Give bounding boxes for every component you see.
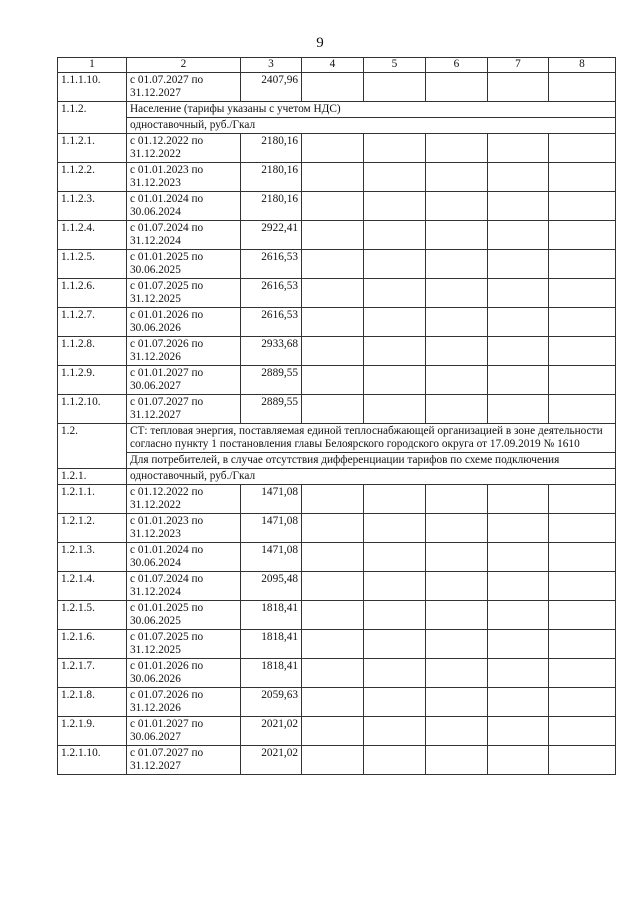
row-price: 2180,16 <box>241 192 302 221</box>
empty-cell-col5 <box>364 163 426 192</box>
empty-cell-col5 <box>364 250 426 279</box>
row-period: с 01.12.2022 по 31.12.2022 <box>127 485 241 514</box>
empty-cell-col7 <box>488 601 549 630</box>
empty-cell-col5 <box>364 366 426 395</box>
row-price: 1818,41 <box>241 601 302 630</box>
row-period: с 01.07.2024 по 31.12.2024 <box>127 221 241 250</box>
column-header: 1 <box>58 58 127 73</box>
row-price: 2933,68 <box>241 337 302 366</box>
row-period: с 01.01.2025 по 30.06.2025 <box>127 250 241 279</box>
column-header: 5 <box>364 58 426 73</box>
column-header: 4 <box>302 58 364 73</box>
empty-cell-col8 <box>549 279 616 308</box>
empty-cell-col8 <box>549 163 616 192</box>
row-code: 1.1.2.8. <box>58 337 127 366</box>
empty-cell-col5 <box>364 485 426 514</box>
empty-cell-col5 <box>364 395 426 424</box>
row-period: с 01.07.2026 по 31.12.2026 <box>127 688 241 717</box>
row-code: 1.1.2.9. <box>58 366 127 395</box>
group-title: СТ: тепловая энергия, поставляемая единой теплоснабжающей организацией в зоне деятельности согласно пункту 1 постановления главы Белоярского городского округа от 17.09.2019 № 1610 <box>127 424 616 453</box>
row-code: 1.1.2.3. <box>58 192 127 221</box>
row-code: 1.1.2.10. <box>58 395 127 424</box>
empty-cell-col6 <box>426 163 488 192</box>
empty-cell-col7 <box>488 308 549 337</box>
group-header-row <box>58 102 616 118</box>
row-price: 2407,96 <box>241 73 302 102</box>
empty-cell-col5 <box>364 746 426 775</box>
empty-cell-col8 <box>549 366 616 395</box>
group-title: одноставочный, руб./Гкал <box>127 118 616 134</box>
table-row <box>58 308 616 337</box>
group-code: 1.1.2. <box>58 102 127 134</box>
empty-cell-col8 <box>549 717 616 746</box>
empty-cell-col7 <box>488 73 549 102</box>
row-code: 1.1.1.10. <box>58 73 127 102</box>
empty-cell-col8 <box>549 73 616 102</box>
empty-cell-col6 <box>426 395 488 424</box>
empty-cell-col7 <box>488 221 549 250</box>
empty-cell-col5 <box>364 630 426 659</box>
table-row <box>58 163 616 192</box>
row-price: 2180,16 <box>241 163 302 192</box>
group-title: одноставочный, руб./Гкал <box>127 469 616 485</box>
group-header-row <box>58 424 616 453</box>
empty-cell-col7 <box>488 659 549 688</box>
empty-cell-col4 <box>302 366 364 395</box>
empty-cell-col6 <box>426 308 488 337</box>
table-row <box>58 250 616 279</box>
row-period: с 01.07.2025 по 31.12.2025 <box>127 279 241 308</box>
row-price: 2021,02 <box>241 746 302 775</box>
empty-cell-col7 <box>488 366 549 395</box>
row-code: 1.2.1.7. <box>58 659 127 688</box>
column-header: 8 <box>549 58 616 73</box>
column-header: 7 <box>488 58 549 73</box>
row-code: 1.1.2.7. <box>58 308 127 337</box>
row-code: 1.2.1.2. <box>58 514 127 543</box>
empty-cell-col4 <box>302 601 364 630</box>
row-period: с 01.12.2022 по 31.12.2022 <box>127 134 241 163</box>
empty-cell-col4 <box>302 543 364 572</box>
row-period: с 01.07.2027 по 31.12.2027 <box>127 395 241 424</box>
empty-cell-col7 <box>488 395 549 424</box>
empty-cell-col6 <box>426 221 488 250</box>
empty-cell-col8 <box>549 308 616 337</box>
empty-cell-col4 <box>302 308 364 337</box>
empty-cell-col6 <box>426 746 488 775</box>
row-price: 2889,55 <box>241 366 302 395</box>
empty-cell-col8 <box>549 514 616 543</box>
row-code: 1.1.2.6. <box>58 279 127 308</box>
empty-cell-col6 <box>426 659 488 688</box>
empty-cell-col6 <box>426 73 488 102</box>
table-row <box>58 746 616 775</box>
empty-cell-col4 <box>302 659 364 688</box>
empty-cell-col6 <box>426 688 488 717</box>
empty-cell-col8 <box>549 746 616 775</box>
empty-cell-col6 <box>426 485 488 514</box>
empty-cell-col5 <box>364 308 426 337</box>
empty-cell-col8 <box>549 659 616 688</box>
table-row <box>58 543 616 572</box>
empty-cell-col8 <box>549 688 616 717</box>
empty-cell-col7 <box>488 543 549 572</box>
table-row <box>58 485 616 514</box>
empty-cell-col6 <box>426 279 488 308</box>
empty-cell-col7 <box>488 572 549 601</box>
empty-cell-col7 <box>488 279 549 308</box>
row-code: 1.2.1.6. <box>58 630 127 659</box>
empty-cell-col6 <box>426 717 488 746</box>
table-row <box>58 717 616 746</box>
row-price: 1471,08 <box>241 514 302 543</box>
empty-cell-col5 <box>364 192 426 221</box>
empty-cell-col4 <box>302 163 364 192</box>
table-row <box>58 366 616 395</box>
row-price: 2922,41 <box>241 221 302 250</box>
row-code: 1.2.1.5. <box>58 601 127 630</box>
row-code: 1.2.1.8. <box>58 688 127 717</box>
row-code: 1.2.1.9. <box>58 717 127 746</box>
row-period: с 01.01.2026 по 30.06.2026 <box>127 308 241 337</box>
row-period: с 01.01.2026 по 30.06.2026 <box>127 659 241 688</box>
empty-cell-col8 <box>549 485 616 514</box>
table-row <box>58 572 616 601</box>
empty-cell-col4 <box>302 250 364 279</box>
empty-cell-col5 <box>364 221 426 250</box>
empty-cell-col6 <box>426 601 488 630</box>
empty-cell-col5 <box>364 337 426 366</box>
group-code: 1.2. <box>58 424 127 469</box>
empty-cell-col4 <box>302 572 364 601</box>
row-period: с 01.07.2027 по 31.12.2027 <box>127 73 241 102</box>
row-price: 1818,41 <box>241 630 302 659</box>
row-price: 2616,53 <box>241 308 302 337</box>
empty-cell-col7 <box>488 250 549 279</box>
tariff-table <box>57 57 616 775</box>
empty-cell-col4 <box>302 514 364 543</box>
empty-cell-col6 <box>426 514 488 543</box>
empty-cell-col8 <box>549 221 616 250</box>
empty-cell-col4 <box>302 746 364 775</box>
empty-cell-col7 <box>488 192 549 221</box>
row-price: 1471,08 <box>241 543 302 572</box>
empty-cell-col5 <box>364 601 426 630</box>
group-header-row <box>58 453 616 469</box>
group-header-row <box>58 469 616 485</box>
empty-cell-col4 <box>302 279 364 308</box>
table-row <box>58 337 616 366</box>
table-row <box>58 192 616 221</box>
row-period: с 01.07.2027 по 31.12.2027 <box>127 746 241 775</box>
row-price: 2059,63 <box>241 688 302 717</box>
row-price: 2616,53 <box>241 250 302 279</box>
row-code: 1.1.2.1. <box>58 134 127 163</box>
table-row <box>58 688 616 717</box>
table-row <box>58 659 616 688</box>
empty-cell-col8 <box>549 572 616 601</box>
row-price: 2180,16 <box>241 134 302 163</box>
row-price: 2889,55 <box>241 395 302 424</box>
empty-cell-col4 <box>302 630 364 659</box>
row-period: с 01.01.2025 по 30.06.2025 <box>127 601 241 630</box>
table-row <box>58 279 616 308</box>
table-row <box>58 395 616 424</box>
empty-cell-col7 <box>488 717 549 746</box>
column-header: 3 <box>241 58 302 73</box>
row-period: с 01.07.2025 по 31.12.2025 <box>127 630 241 659</box>
empty-cell-col7 <box>488 746 549 775</box>
group-code: 1.2.1. <box>58 469 127 485</box>
group-title: Население (тарифы указаны с учетом НДС) <box>127 102 616 118</box>
row-period: с 01.01.2024 по 30.06.2024 <box>127 543 241 572</box>
empty-cell-col7 <box>488 134 549 163</box>
empty-cell-col6 <box>426 543 488 572</box>
empty-cell-col7 <box>488 485 549 514</box>
empty-cell-col5 <box>364 543 426 572</box>
empty-cell-col4 <box>302 688 364 717</box>
row-period: с 01.01.2027 по 30.06.2027 <box>127 366 241 395</box>
row-code: 1.2.1.3. <box>58 543 127 572</box>
header-row <box>58 58 616 73</box>
empty-cell-col5 <box>364 688 426 717</box>
empty-cell-col8 <box>549 134 616 163</box>
empty-cell-col5 <box>364 717 426 746</box>
empty-cell-col4 <box>302 73 364 102</box>
empty-cell-col6 <box>426 250 488 279</box>
empty-cell-col4 <box>302 485 364 514</box>
table-body <box>58 58 616 775</box>
empty-cell-col5 <box>364 73 426 102</box>
empty-cell-col7 <box>488 514 549 543</box>
empty-cell-col6 <box>426 134 488 163</box>
empty-cell-col8 <box>549 601 616 630</box>
row-code: 1.2.1.1. <box>58 485 127 514</box>
table-row <box>58 601 616 630</box>
empty-cell-col5 <box>364 279 426 308</box>
row-period: с 01.07.2026 по 31.12.2026 <box>127 337 241 366</box>
empty-cell-col6 <box>426 366 488 395</box>
empty-cell-col7 <box>488 337 549 366</box>
empty-cell-col6 <box>426 572 488 601</box>
group-header-row <box>58 118 616 134</box>
empty-cell-col6 <box>426 630 488 659</box>
table-row <box>58 630 616 659</box>
empty-cell-col4 <box>302 717 364 746</box>
empty-cell-col5 <box>364 572 426 601</box>
empty-cell-col7 <box>488 163 549 192</box>
row-code: 1.1.2.2. <box>58 163 127 192</box>
empty-cell-col6 <box>426 337 488 366</box>
empty-cell-col7 <box>488 688 549 717</box>
row-code: 1.2.1.10. <box>58 746 127 775</box>
empty-cell-col4 <box>302 337 364 366</box>
empty-cell-col5 <box>364 659 426 688</box>
row-code: 1.1.2.4. <box>58 221 127 250</box>
group-title: Для потребителей, в случае отсутствия дифференциации тарифов по схеме подключения <box>127 453 616 469</box>
empty-cell-col4 <box>302 221 364 250</box>
empty-cell-col7 <box>488 630 549 659</box>
empty-cell-col5 <box>364 134 426 163</box>
table-row <box>58 134 616 163</box>
empty-cell-col8 <box>549 395 616 424</box>
row-period: с 01.01.2023 по 31.12.2023 <box>127 514 241 543</box>
row-price: 2616,53 <box>241 279 302 308</box>
empty-cell-col4 <box>302 192 364 221</box>
row-code: 1.1.2.5. <box>58 250 127 279</box>
table-row <box>58 221 616 250</box>
column-header: 2 <box>127 58 241 73</box>
empty-cell-col8 <box>549 543 616 572</box>
row-period: с 01.01.2024 по 30.06.2024 <box>127 192 241 221</box>
row-period: с 01.01.2027 по 30.06.2027 <box>127 717 241 746</box>
empty-cell-col4 <box>302 134 364 163</box>
empty-cell-col8 <box>549 250 616 279</box>
empty-cell-col5 <box>364 514 426 543</box>
table-row <box>58 514 616 543</box>
row-price: 2095,48 <box>241 572 302 601</box>
empty-cell-col6 <box>426 192 488 221</box>
empty-cell-col4 <box>302 395 364 424</box>
page-number: 9 <box>316 35 324 51</box>
row-period: с 01.01.2023 по 31.12.2023 <box>127 163 241 192</box>
row-price: 2021,02 <box>241 717 302 746</box>
table-row <box>58 73 616 102</box>
row-code: 1.2.1.4. <box>58 572 127 601</box>
column-header: 6 <box>426 58 488 73</box>
row-price: 1471,08 <box>241 485 302 514</box>
row-period: с 01.07.2024 по 31.12.2024 <box>127 572 241 601</box>
empty-cell-col8 <box>549 630 616 659</box>
empty-cell-col8 <box>549 192 616 221</box>
empty-cell-col8 <box>549 337 616 366</box>
row-price: 1818,41 <box>241 659 302 688</box>
